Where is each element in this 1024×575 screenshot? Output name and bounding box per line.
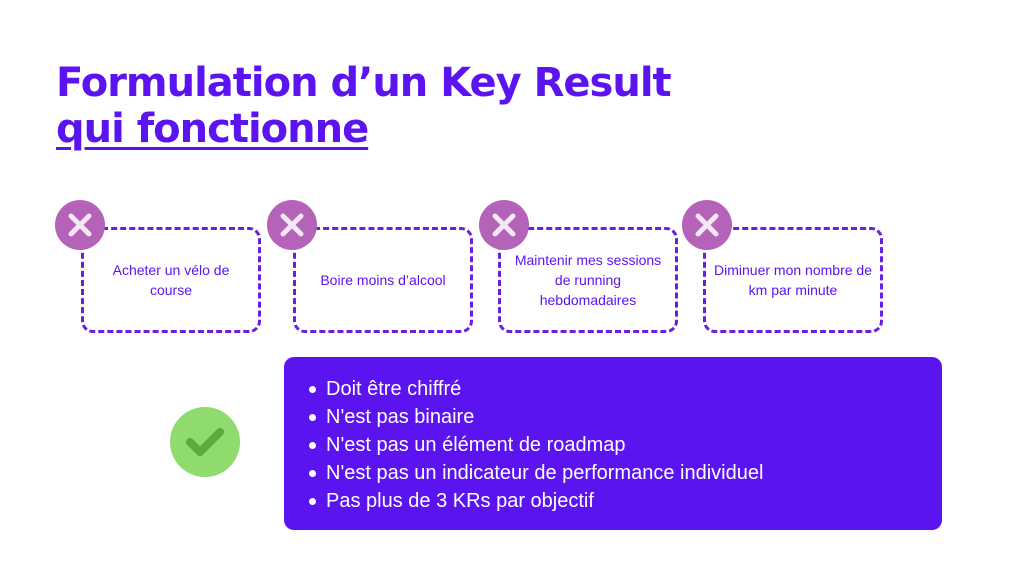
good-rules-box bbox=[284, 357, 942, 530]
rule-item: Pas plus de 3 KRs par objectif bbox=[306, 487, 922, 515]
cross-icon bbox=[682, 200, 732, 250]
title-line-1: Formulation d’un Key Result bbox=[56, 60, 671, 106]
cross-icon bbox=[479, 200, 529, 250]
bad-example-card-4 bbox=[703, 227, 883, 333]
bullet-icon bbox=[309, 386, 316, 393]
bad-example-text: Diminuer mon nombre de km par minute bbox=[714, 262, 872, 298]
rule-item: N'est pas un indicateur de performance individuel bbox=[306, 459, 922, 487]
bad-example-text: Boire moins d’alcool bbox=[320, 272, 446, 288]
bullet-icon bbox=[309, 442, 316, 449]
bullet-icon bbox=[309, 414, 316, 421]
bad-example-card-3 bbox=[498, 227, 678, 333]
bad-example-card-2 bbox=[293, 227, 473, 333]
title-line-2: qui fonctionne bbox=[56, 106, 369, 152]
rule-item: Doit être chiffré bbox=[306, 375, 922, 403]
rule-item: N'est pas un élément de roadmap bbox=[306, 431, 922, 459]
bad-example-text: Maintenir mes sessions de running hebdomadaires bbox=[514, 252, 662, 308]
cross-icon bbox=[267, 200, 317, 250]
bullet-icon bbox=[309, 498, 316, 505]
bad-example-text: Acheter un vélo de course bbox=[112, 262, 230, 298]
slide-title bbox=[56, 60, 671, 152]
check-icon bbox=[170, 407, 240, 477]
cross-icon bbox=[55, 200, 105, 250]
good-rules-list bbox=[306, 375, 922, 515]
bad-example-card-1 bbox=[81, 227, 261, 333]
bullet-icon bbox=[309, 470, 316, 477]
rule-item: N'est pas binaire bbox=[306, 403, 922, 431]
